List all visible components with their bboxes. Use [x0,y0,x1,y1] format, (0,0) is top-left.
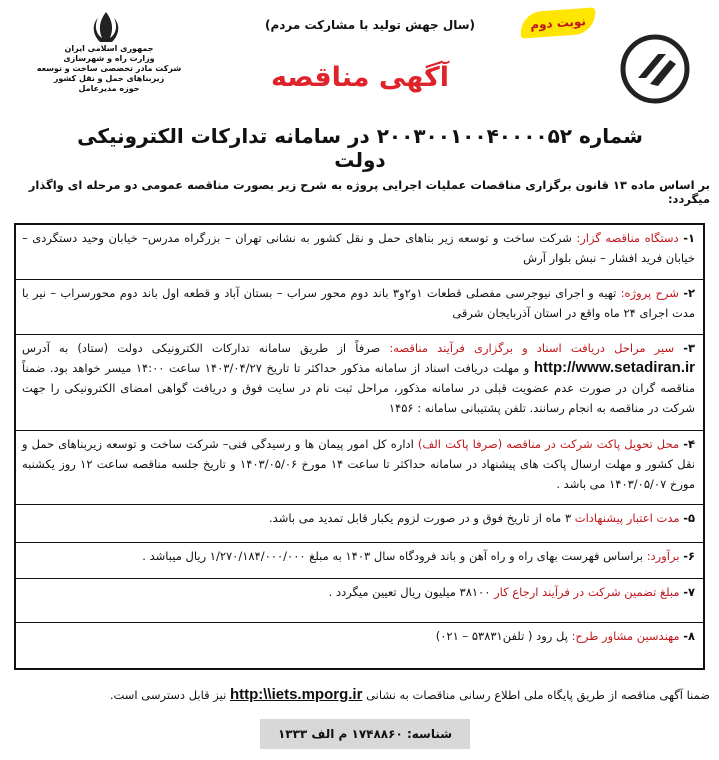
iran-emblem-icon [86,10,126,44]
notice-number: شماره ۲۰۰۳۰۰۱۰۰۴۰۰۰۰۵۲ در سامانه تدارکات الکترونیکی دولت [77,124,643,172]
item-number: ۴- [683,437,695,451]
item-text: صرفاً از طریق سامانه تدارکات الکترونیکی دولت (ستاد) به آدرس [22,341,381,355]
notice-title: آگهی مناقصه [270,62,450,93]
iets-link[interactable]: http:\\iets.mporg.ir [229,686,363,703]
item-label: سیر مراحل دریافت اسناد و برگزاری فرآیند مناقصه: [389,341,675,355]
item-documents [16,335,703,431]
tender-items-box [14,223,705,670]
ministry-header [20,44,198,94]
gov-line: شرکت مادر تخصصی ساخت و توسعه زیربناهای حمل و نقل کشور [36,64,182,83]
setad-link[interactable]: http://www.setadiran.ir [533,359,695,376]
item-label: مدت اعتبار پیشنهادات [574,511,680,525]
item-text: شرکت ساخت و توسعه زیر بناهای حمل و نقل کشور به نشانی تهران – بزرگراه مدرس– خیابان وحید دستگردی – خیابان فرید افشار – نبش بلوار آرش [22,231,695,265]
item-text: پل رود ( تلفن۵۳۸۳۱ – ۰۲۱) [435,629,568,643]
item-text: تهیه و اجرای نیوجرسی مفصلی قطعات ۱و۲و۳ باند دوم محور سراب – بستان آباد و قطعه اول باند دوم محورسراب – نیر با مدت اجرای ۲۴ ماه واقع در استان آذربایجان شرقی [22,286,695,320]
item-label: دستگاه مناقصه گزار: [576,231,679,245]
item-consultant [16,623,703,668]
gov-line: وزارت راه و شهرسازی [63,54,155,63]
item-label: محل تحویل پاکت شرکت در مناقصه (صرفا پاکت الف) [417,437,680,451]
item-number: ۵- [683,511,695,525]
item-validity [16,505,703,543]
item-delivery [16,431,703,505]
company-logo-icon [620,34,690,104]
item-text: و مهلت دریافت اسناد از سامانه مذکور حداکثر تا تاریخ ۱۴۰۳/۰۴/۲۷ ساعت ۱۴:۰۰ میسر خواهد بود. ضمناً مناقصه گران در صورت عدم عضویت قبلی در سامانه مذکور، مراحل ثبت نام در سایت فوق و دریافت گواهی امضای الکترونیکی را جهت شرکت در مناقصه به انجام رسانند. تلفن پشتیبانی سامانه : ۱۴۵۶ [22,361,695,415]
item-number: ۲- [683,286,696,300]
item-label: شرح پروژه: [620,286,679,300]
item-project-description [16,280,703,335]
item-guarantee [16,579,703,623]
intro-text: بر اساس ماده ۱۳ قانون برگزاری مناقصات عملیات اجرایی پروژه به شرح زیر بصورت مناقصه عمومی دو مرحله ای واگذار میگردد: [28,178,710,206]
second-round-badge: نوبت دوم [519,7,597,38]
item-label: مبلغ تضمین شرکت در فرآیند ارجاع کار [494,585,680,599]
item-organizer [16,225,703,280]
item-label: برآورد: [646,549,680,563]
item-estimate [16,543,703,579]
gov-line: حوزه مدیرعامل [78,84,140,93]
item-number: ۶- [683,549,695,563]
footer-text: ضمنا آگهی مناقصه از طریق پایگاه ملی اطلاع رسانی مناقصات به نشانی [366,688,710,702]
reference-id: شناسه: ۱۷۴۸۸۶۰ م الف ۱۳۳۳ [260,719,470,749]
footer-text: نیز قابل دسترسی است. [109,688,227,702]
year-slogan: (سال جهش تولید با مشارکت مردم) [264,18,476,32]
item-text: ۳ ماه از تاریخ فوق و در صورت لزوم یکبار قابل تمدید می باشد. [269,511,572,525]
item-number: ۳- [683,341,696,355]
item-number: ۸- [683,629,695,643]
item-number: ۷- [683,585,695,599]
item-text: ۳۸۱۰۰ میلیون ریال تعیین میگردد . [328,585,491,599]
item-text: براساس فهرست بهای راه و راه آهن و باند فرودگاه سال ۱۴۰۳ به مبلغ ۱/۲۷۰/۱۸۴/۰۰۰/۰۰۰ ریال میباشد . [142,549,644,563]
item-text: اداره کل امور پیمان ها و رسیدگی فنی– شرکت ساخت و توسعه زیربناهای حمل و نقل کشور و مهلت ارسال پاکت های پیشنهاد در سامانه حداکثر تا ساعت ۱۴ مورخ ۱۴۰۳/۰۵/۰۶ و تاریخ جلسه مناقصه ساعت ۱۲ روز یکشنبه مورخ ۱۴۰۳/۰۵/۰۷ می باشد . [22,437,695,491]
footer-note [10,686,710,703]
item-number: ۱- [683,231,695,245]
gov-line: جمهوری اسلامی ایران [64,44,154,53]
item-label: مهندسین مشاور طرح: [571,629,680,643]
